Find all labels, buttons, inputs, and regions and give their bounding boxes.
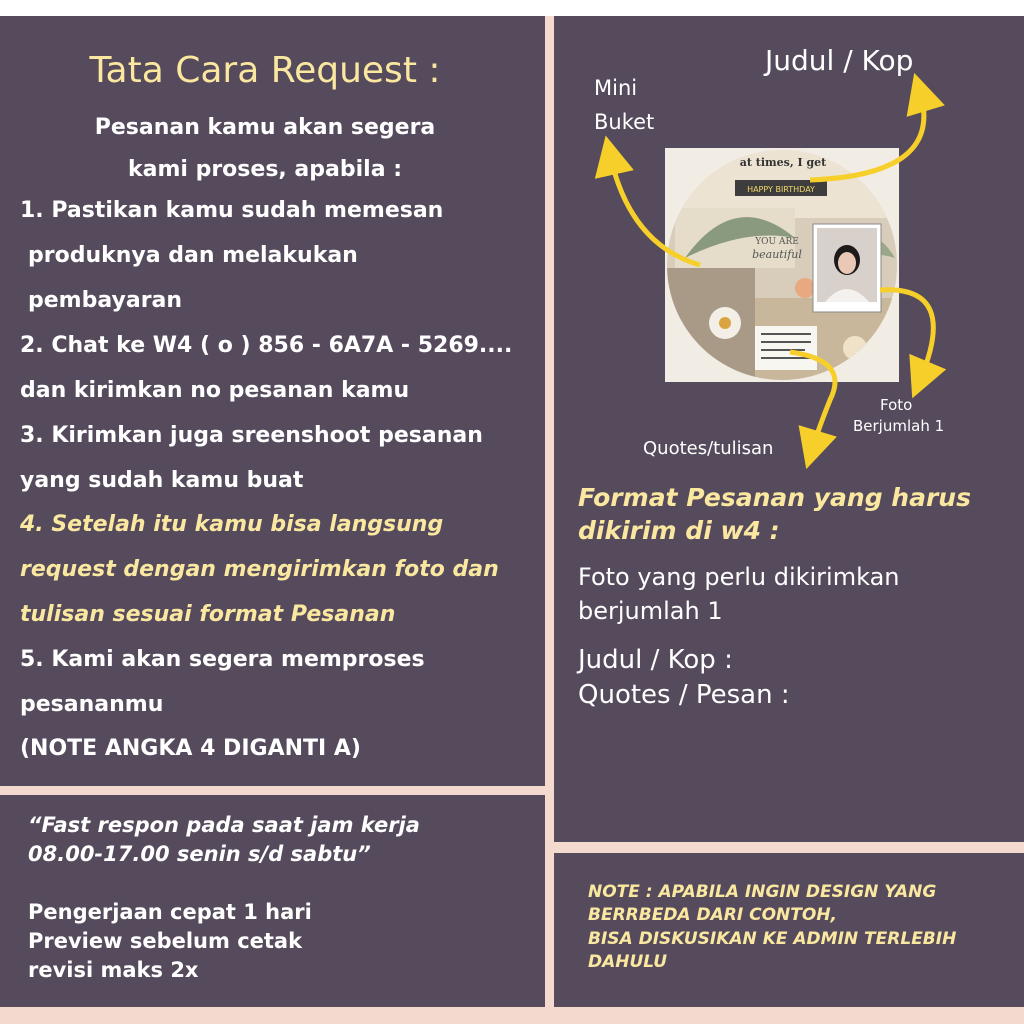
- info-line: revisi maks 2x: [28, 958, 199, 982]
- collage-text: YOU ARE: [755, 237, 799, 247]
- label-mini: Mini: [594, 76, 638, 100]
- label-foto: Foto: [880, 396, 913, 414]
- note-line: (NOTE ANGKA 4 DIGANTI A): [20, 736, 361, 761]
- label-quotes: Quotes/tulisan: [643, 438, 774, 459]
- collage-text: at times, I get: [739, 156, 827, 169]
- label-buket: Buket: [594, 110, 655, 134]
- collage-text: beautiful: [752, 248, 802, 261]
- note-line: BERRBEDA DARI CONTOH,: [588, 905, 837, 925]
- step-line: produknya dan melakukan: [28, 243, 358, 268]
- step-highlight-line: 4. Setelah itu kamu bisa langsung: [20, 512, 444, 537]
- label-berjumlah: Berjumlah 1: [853, 417, 945, 435]
- info-line: Preview sebelum cetak: [28, 929, 303, 953]
- note-line: DAHULU: [588, 952, 668, 972]
- format-quotes: Quotes / Pesan :: [578, 680, 790, 710]
- arrow-judul: [810, 92, 924, 180]
- note-line: NOTE : APABILA INGIN DESIGN YANG: [588, 882, 937, 902]
- quote-line-1: “Fast respon pada saat jam kerja: [28, 813, 420, 837]
- intro-line-1: Pesanan kamu akan segera: [94, 115, 436, 140]
- step-line: 3. Kirimkan juga sreenshoot pesanan: [20, 423, 483, 448]
- format-judul: Judul / Kop :: [578, 645, 733, 675]
- format-photo-2: berjumlah 1: [578, 597, 723, 625]
- bottom-margin: [0, 1007, 1024, 1024]
- step-line: pesananmu: [20, 692, 164, 717]
- arrow-mini-buket: [610, 155, 700, 265]
- format-title-1: Format Pesanan yang harus: [578, 483, 971, 512]
- page-title: Tata Cara Request :: [89, 50, 441, 91]
- arrow-foto: [880, 290, 933, 380]
- step-line: 1. Pastikan kamu sudah memesan: [20, 198, 444, 223]
- label-judul-kop: Judul / Kop: [765, 44, 914, 77]
- step-highlight-line: tulisan sesuai format Pesanan: [20, 602, 396, 627]
- top-margin: [0, 0, 1024, 16]
- step-line: pembayaran: [28, 288, 183, 313]
- step-line: 2. Chat ke W4 ( o ) 856 - 6A7A - 5269....: [20, 333, 513, 358]
- step-line: yang sudah kamu buat: [20, 468, 304, 493]
- info-line: Pengerjaan cepat 1 hari: [28, 900, 312, 924]
- note-line: BISA DISKUSIKAN KE ADMIN TERLEBIH: [588, 929, 957, 949]
- step-line: dan kirimkan no pesanan kamu: [20, 378, 410, 403]
- intro-line-2: kami proses, apabila :: [127, 157, 402, 182]
- step-line: 5. Kami akan segera memproses: [20, 647, 425, 672]
- format-photo-1: Foto yang perlu dikirimkan: [578, 563, 900, 591]
- format-title-2: dikirim di w4 :: [578, 516, 780, 545]
- banner-text: HAPPY BIRTHDAY: [747, 185, 815, 194]
- step-highlight-line: request dengan mengirimkan foto dan: [20, 557, 499, 582]
- arrow-quotes: [790, 352, 835, 450]
- quote-line-2: 08.00-17.00 senin s/d sabtu”: [28, 842, 371, 866]
